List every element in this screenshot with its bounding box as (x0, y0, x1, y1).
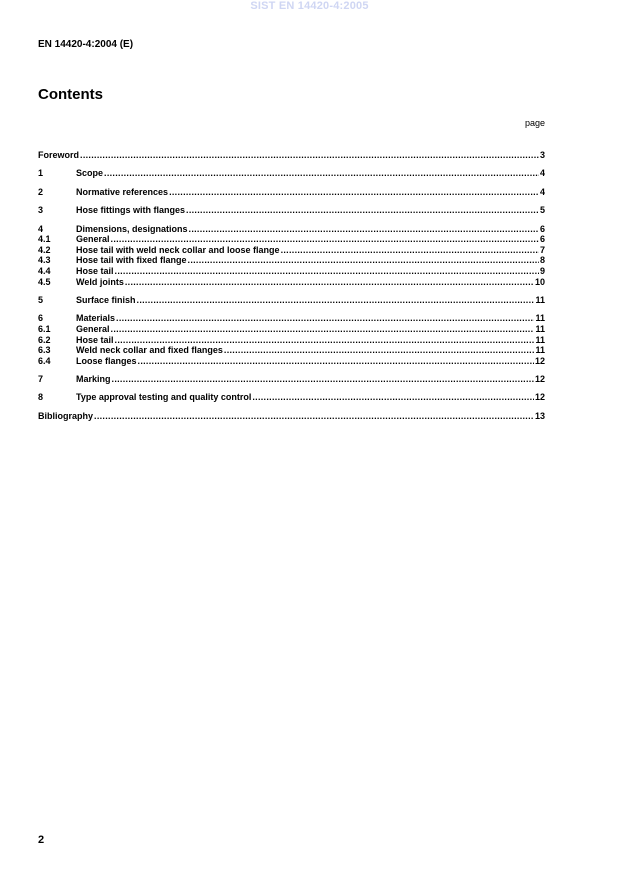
toc-spacer (38, 306, 545, 314)
toc-dot-leader (80, 150, 539, 161)
toc-entry[interactable] (38, 392, 545, 403)
toc-entry-title: Marking (76, 374, 111, 385)
toc-entry-number: 6.2 (38, 334, 51, 345)
toc-entry[interactable] (38, 187, 545, 198)
toc-entry-title: General (76, 234, 110, 245)
toc-entry-page: 12 (534, 392, 545, 403)
toc-entry[interactable] (38, 324, 545, 335)
toc-entry[interactable] (38, 356, 545, 367)
toc-spacer (38, 366, 545, 374)
toc-entry[interactable] (38, 150, 545, 161)
toc-dot-leader (188, 255, 539, 266)
page-column-label: page (524, 118, 545, 128)
toc-entry-page: 6 (539, 223, 545, 234)
toc-entry[interactable] (38, 205, 545, 216)
toc-dot-leader (125, 277, 534, 288)
toc-entry-page: 12 (534, 374, 545, 385)
toc-entry-page: 13 (534, 410, 545, 421)
toc-entry[interactable] (38, 234, 545, 245)
toc-entry-number: 6.3 (38, 345, 51, 356)
toc-entry[interactable] (38, 295, 545, 306)
toc-entry-title: Hose tail with fixed flange (76, 255, 187, 266)
toc-entry[interactable] (38, 224, 545, 235)
toc-entry-number: 7 (38, 374, 44, 385)
toc-entry-page: 7 (539, 244, 545, 255)
table-of-contents (38, 150, 545, 421)
toc-spacer (38, 216, 545, 224)
toc-entry-number: 4.1 (38, 234, 51, 245)
toc-entry-number: 4.3 (38, 255, 51, 266)
toc-entry-title: Weld joints (76, 276, 124, 287)
toc-entry[interactable] (38, 266, 545, 277)
toc-entry-page: 11 (535, 313, 545, 324)
toc-entry-page: 8 (539, 255, 545, 266)
toc-entry-number: 8 (38, 392, 44, 403)
toc-entry-title: Weld neck collar and fixed flanges (76, 345, 223, 356)
toc-entry[interactable] (38, 345, 545, 356)
toc-entry-page: 11 (535, 334, 545, 345)
toc-entry[interactable] (38, 168, 545, 179)
toc-entry-title: Hose tail (76, 334, 114, 345)
toc-entry[interactable] (38, 277, 545, 288)
toc-entry-page: 11 (535, 345, 545, 356)
toc-entry-title: Surface finish (76, 294, 136, 305)
toc-spacer (38, 385, 545, 393)
toc-dot-leader (281, 245, 539, 256)
toc-entry-page: 3 (539, 150, 545, 160)
toc-entry-number: 1 (38, 168, 44, 179)
toc-entry-number: 2 (38, 186, 44, 197)
toc-dot-leader (116, 313, 534, 324)
toc-entry-page: 4 (539, 168, 545, 179)
toc-entry-number: 4.5 (38, 276, 51, 287)
toc-entry-title: Type approval testing and quality control (76, 392, 252, 403)
toc-entry-title: Scope (76, 168, 104, 179)
toc-entry[interactable] (38, 335, 545, 346)
toc-entry-title: Foreword (38, 150, 80, 160)
toc-dot-leader (104, 168, 539, 179)
toc-entry[interactable] (38, 411, 545, 422)
toc-dot-leader (111, 234, 539, 245)
toc-entry-page: 6 (539, 234, 545, 245)
toc-dot-leader (137, 295, 535, 306)
toc-entry-page: 12 (534, 355, 545, 366)
contents-heading: Contents (38, 86, 103, 103)
toc-spacer (38, 197, 545, 205)
toc-entry-number: 4.4 (38, 265, 51, 276)
toc-entry-page: 10 (534, 276, 545, 287)
toc-entry-title: Bibliography (38, 410, 94, 421)
toc-entry-title: General (76, 323, 110, 334)
toc-entry-title: Normative references (76, 186, 169, 197)
toc-dot-leader (169, 187, 539, 198)
toc-entry-page: 11 (535, 294, 545, 305)
toc-dot-leader (94, 411, 534, 422)
toc-dot-leader (111, 324, 535, 335)
toc-entry-page: 5 (539, 205, 545, 216)
toc-entry-number: 6.1 (38, 323, 51, 334)
toc-entry-number: 4 (38, 223, 44, 234)
toc-dot-leader (189, 224, 539, 235)
toc-spacer (38, 161, 545, 169)
toc-spacer (38, 403, 545, 411)
toc-entry[interactable] (38, 255, 545, 266)
toc-dot-leader (186, 205, 539, 216)
toc-dot-leader (252, 392, 534, 403)
page-number: 2 (38, 834, 45, 846)
toc-entry-title: Dimensions, designations (76, 223, 188, 234)
toc-entry[interactable] (38, 245, 545, 256)
toc-entry-title: Hose tail with weld neck collar and loose flange (76, 244, 280, 255)
toc-entry-number: 6.4 (38, 355, 51, 366)
toc-entry-title: Hose tail (76, 265, 114, 276)
toc-spacer (38, 179, 545, 187)
toc-dot-leader (138, 356, 534, 367)
toc-entry-page: 9 (539, 265, 545, 276)
toc-dot-leader (112, 374, 534, 385)
toc-entry-number: 5 (38, 294, 44, 305)
toc-entry[interactable] (38, 374, 545, 385)
toc-entry[interactable] (38, 313, 545, 324)
toc-entry-page: 11 (535, 323, 545, 334)
toc-entry-page: 4 (539, 186, 545, 197)
toc-entry-number: 6 (38, 313, 44, 324)
toc-dot-leader (115, 266, 539, 277)
document-identifier: EN 14420-4:2004 (E) (38, 39, 134, 50)
toc-entry-number: 4.2 (38, 244, 51, 255)
toc-entry-title: Materials (76, 313, 116, 324)
toc-spacer (38, 287, 545, 295)
toc-entry-title: Hose fittings with flanges (76, 205, 186, 216)
toc-dot-leader (224, 345, 535, 356)
toc-entry-number: 3 (38, 205, 44, 216)
watermark: SIST EN 14420-4:2005 (250, 0, 369, 12)
toc-dot-leader (115, 335, 535, 346)
toc-entry-title: Loose flanges (76, 355, 137, 366)
